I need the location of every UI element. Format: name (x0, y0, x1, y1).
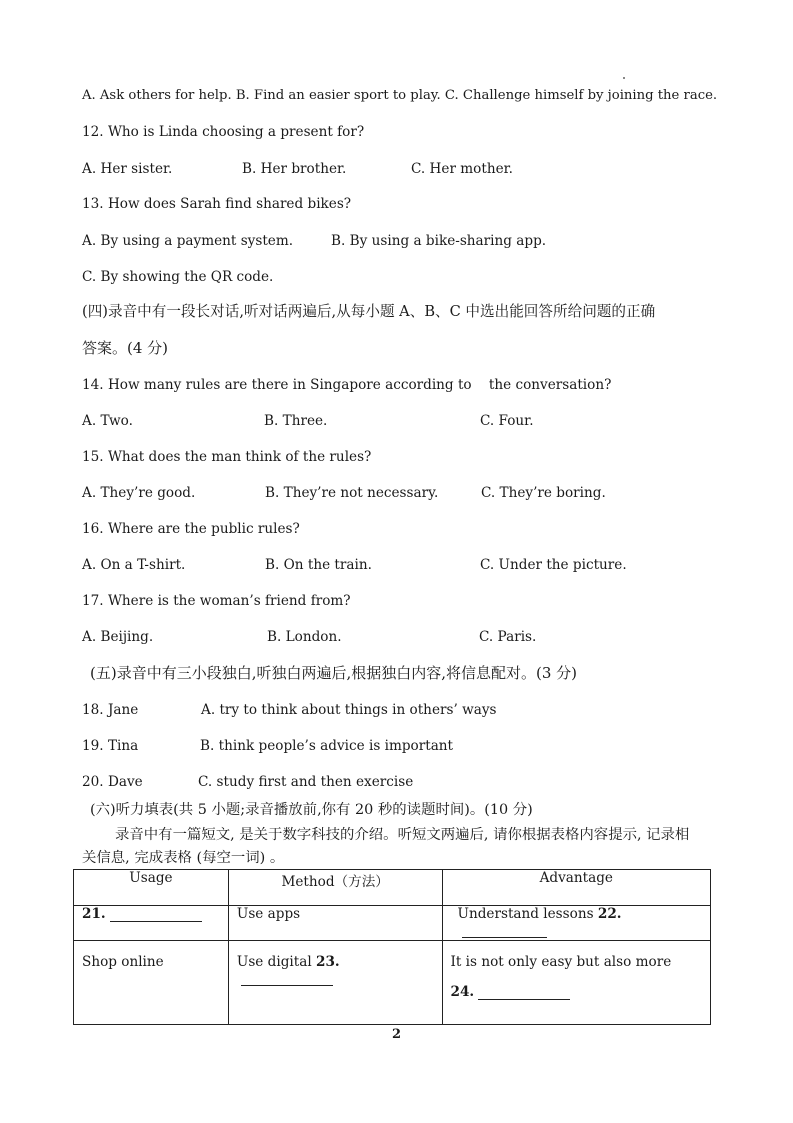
table-header-row (74, 870, 711, 906)
q12-question: 12. Who is Linda choosing a present for? (82, 124, 365, 140)
q15-option-b: B. They’re not necessary. (265, 485, 439, 501)
section6-instruction-line1: 录音中有一篇短文, 是关于数字科技的介绍。听短文两遍后, 请你根据表格内容提示, 记录相 (115, 827, 690, 843)
blank-number-22: 22. (597, 906, 622, 922)
header-usage: Usage (74, 870, 229, 906)
q13-option-b: B. By using a bike-sharing app. (331, 233, 547, 249)
q14-question: 14. How many rules are there in Singapore according to the conversation? (82, 377, 612, 393)
q15-option-a: A. They’re good. (82, 485, 196, 501)
blank-number-23: 23. (316, 954, 340, 970)
match-item-18: 18. Jane (82, 702, 139, 718)
match-item-19: 19. Tina (82, 738, 139, 754)
advantage-text: Understand lessons (457, 906, 594, 922)
header-method: Method（方法） (228, 870, 442, 906)
match-option-c: C. study first and then exercise (198, 774, 414, 790)
scan-dot (623, 77, 625, 79)
q15-option-c: C. They’re boring. (481, 485, 606, 501)
table-row (74, 941, 711, 1025)
section4-instruction-line1: (四)录音中有一段长对话,听对话两遍后,从每小题 A、B、C 中选出能回答所给问题的正确 (82, 303, 656, 320)
match-option-b: B. think people’s advice is important (200, 738, 454, 754)
q12-option-c: C. Her mother. (411, 161, 513, 177)
match-option-a: A. try to think about things in others’ ways (201, 702, 497, 718)
q13-option-a: A. By using a payment system. (82, 233, 294, 249)
q14-option-c: C. Four. (480, 413, 534, 429)
blank-number-21: 21. (82, 906, 106, 922)
q16-option-c: C. Under the picture. (480, 557, 627, 573)
section5-heading: (五)录音中有三小段独白,听独白两遍后,根据独白内容,将信息配对。(3 分) (90, 664, 578, 682)
q17-question: 17. Where is the woman’s friend from? (82, 593, 351, 609)
section6-heading: (六)听力填表(共 5 小题;录音播放前,你有 20 秒的读题时间)。(10 分) (90, 802, 533, 818)
q17-option-c: C. Paris. (479, 629, 537, 645)
q13-question: 13. How does Sarah find shared bikes? (82, 196, 352, 212)
q15-question: 15. What does the man think of the rules? (82, 449, 372, 465)
q17-option-a: A. Beijing. (82, 629, 154, 645)
q14-option-a: A. Two. (82, 413, 133, 429)
listening-table (73, 869, 711, 1025)
method-text: Use digital (236, 954, 312, 970)
section6-instruction-line2: 关信息, 完成表格 (每空一词) 。 (82, 850, 285, 866)
blank-number-24: 24. (450, 984, 475, 1000)
cell-method: Use apps (228, 906, 442, 941)
cell-usage: Shop online (74, 941, 229, 1025)
cell-usage-21 (74, 906, 229, 941)
q14-option-b: B. Three. (264, 413, 328, 429)
q16-option-a: A. On a T-shirt. (82, 557, 186, 573)
page-number: 2 (391, 1027, 402, 1042)
q12-option-a: A. Her sister. (82, 161, 173, 177)
cell-advantage-24 (442, 941, 710, 1025)
blank-24-line (451, 984, 702, 1000)
table-row (74, 906, 711, 941)
q12-option-b: B. Her brother. (242, 161, 347, 177)
q16-question: 16. Where are the public rules? (82, 521, 300, 537)
answer-blank-24[interactable] (478, 998, 570, 1000)
cell-advantage-22 (442, 906, 710, 941)
match-item-20: 20. Dave (82, 774, 143, 790)
q17-option-b: B. London. (267, 629, 342, 645)
q16-option-b: B. On the train. (265, 557, 372, 573)
q11-options: A. Ask others for help. B. Find an easier sport to play. C. Challenge himself by joining the race. (82, 88, 718, 103)
answer-blank-23[interactable] (241, 984, 333, 986)
section4-instruction-line2: 答案。(4 分) (82, 339, 169, 357)
header-advantage: Advantage (442, 870, 710, 906)
q13-option-c: C. By showing the QR code. (82, 269, 274, 285)
answer-blank-21[interactable] (110, 920, 202, 922)
answer-blank-22[interactable] (462, 936, 547, 938)
cell-method-23 (228, 941, 442, 1025)
advantage-text: It is not only easy but also more (450, 954, 672, 970)
